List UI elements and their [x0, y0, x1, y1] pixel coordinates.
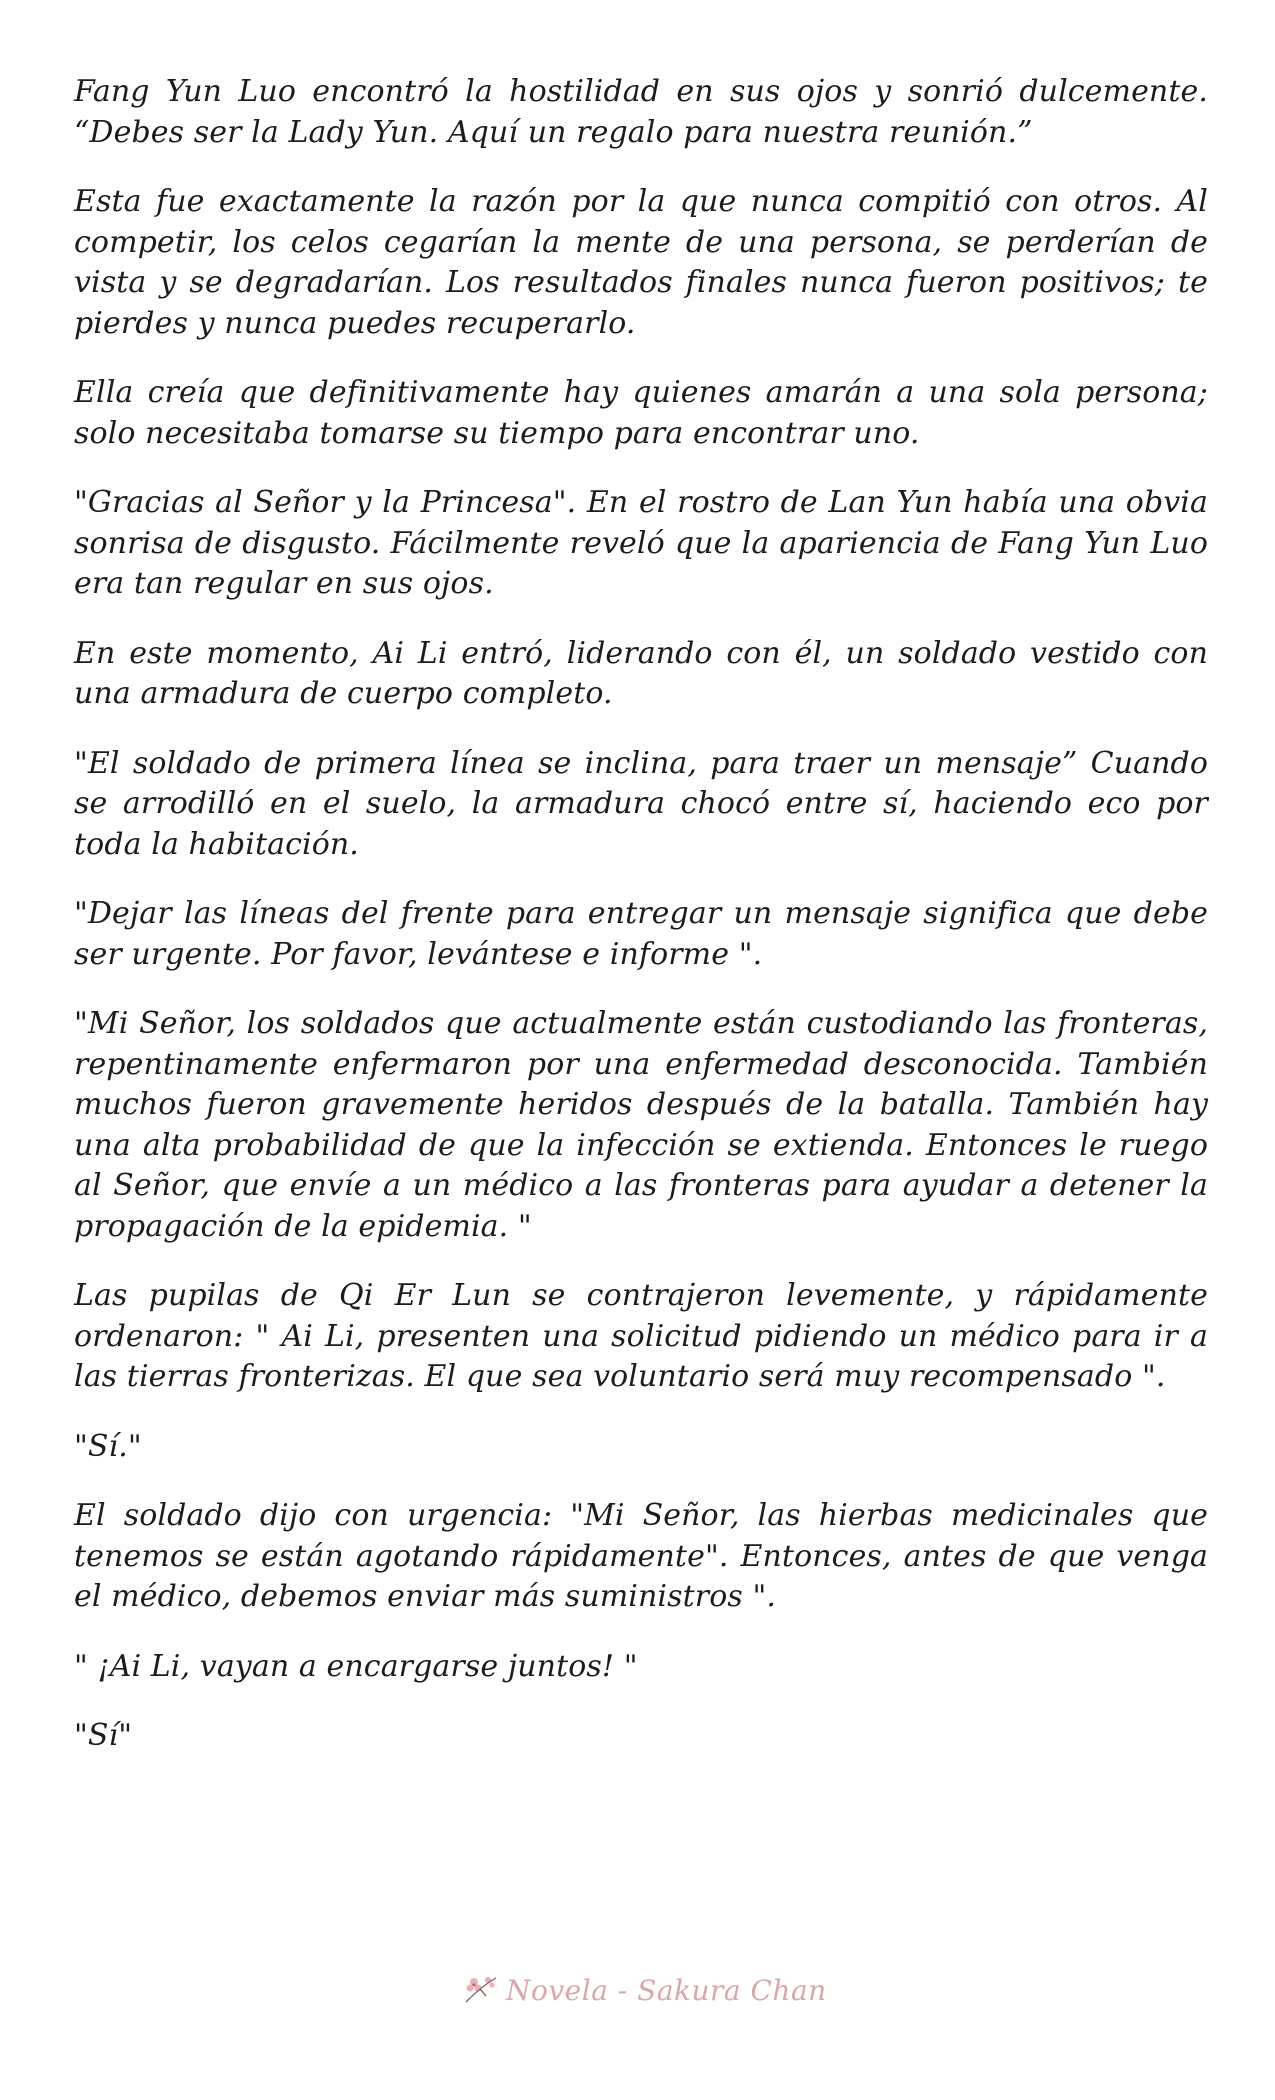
paragraph: "Gracias al Señor y la Princesa". En el rostro de Lan Yun había una obvia sonrisa de disgusto. Fácilmente reveló que la apariencia de Fang Yun Luo era tan regular en sus ojos. [74, 485, 1208, 601]
paragraph: "Sí" [74, 1718, 133, 1753]
sakura-flower-icon [462, 1972, 500, 2008]
watermark-text: Novela - Sakura Chan [506, 1973, 827, 2007]
paragraph: "El soldado de primera línea se inclina, para traer un mensaje” Cuando se arrodilló en el suelo, la armadura chocó entre sí, haciendo eco por toda la habitación. [74, 745, 1208, 862]
paragraph: Ella creía que definitivamente hay quienes amarán a una sola persona; solo necesitaba tomarse su tiempo para encontrar uno. [74, 375, 1208, 451]
paragraph: "Mi Señor, los soldados que actualmente están custodiando las fronteras, repentinamente enfermaron por una enfermedad desconocida. También muchos fueron gravemente heridos después de la batalla. También hay una alta probabilidad de que la infección se extienda. Entonces le ruego al Señor, que envíe a un médico a las fronteras para ayudar a detener la propagación de la epidemia. " [74, 1006, 1208, 1244]
paragraph: Esta fue exactamente la razón por la que nunca compitió con otros. Al competir, los celos cegarían la mente de una persona, se perderían de vista y se degradarían. Los resultados finales nunca fueron positivos; te pierdes y nunca puedes recuperarlo. [74, 184, 1208, 341]
paragraph: "Sí." [74, 1428, 142, 1464]
watermark-footer [462, 1968, 842, 2012]
document-body [74, 72, 1208, 1786]
paragraph: " ¡Ai Li, vayan a encargarse juntos! " [74, 1648, 638, 1684]
paragraph: Las pupilas de Qi Er Lun se contrajeron levemente, y rápidamente ordenaron: " Ai Li, presenten una solicitud pidiendo un médico para ir a las tierras fronterizas. El que sea voluntario será muy recompensado ". [74, 1278, 1208, 1394]
paragraph: En este momento, Ai Li entró, liderando con él, un soldado vestido con una armadura de cuerpo completo. [74, 635, 1208, 711]
paragraph: Fang Yun Luo encontró la hostilidad en sus ojos y sonrió dulcemente. “Debes ser la Lady Yun. Aquí un regalo para nuestra reunión.” [74, 74, 1208, 150]
paragraph: El soldado dijo con urgencia: "Mi Señor, las hierbas medicinales que tenemos se están agotando rápidamente". Entonces, antes de que venga el médico, debemos enviar más suministros ". [74, 1498, 1208, 1614]
paragraph: "Dejar las líneas del frente para entregar un mensaje significa que debe ser urgente. Por favor, levántese e informe ". [74, 896, 1208, 972]
